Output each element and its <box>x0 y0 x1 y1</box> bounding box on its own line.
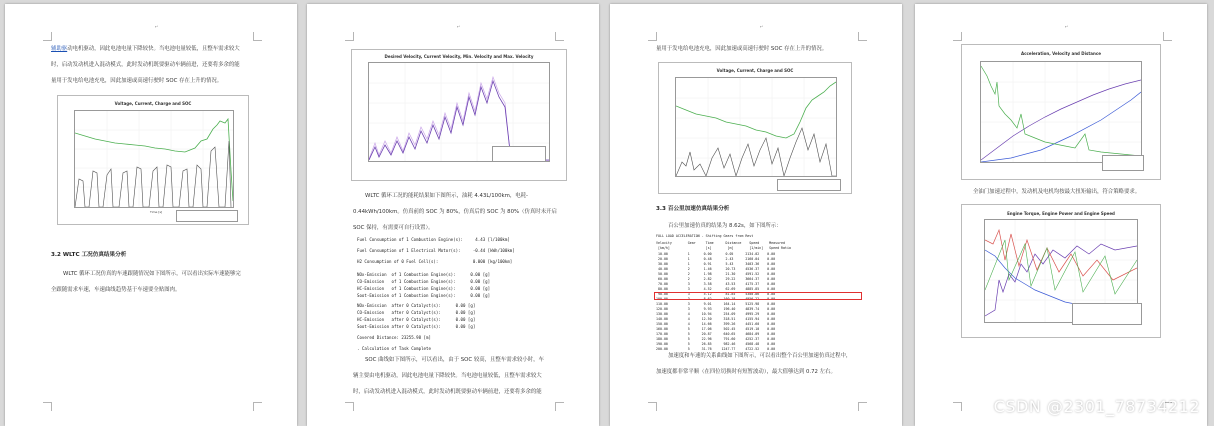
table-title: FULL LOAD ACCELERATION - Shifting Gears from Rest <box>656 234 754 238</box>
code-line: Fuel Consumption of 1 Electrical Motor(s): -0.44 [kWh/100km] <box>357 248 515 253</box>
chart-title: Acceleration, Velocity and Distance <box>1021 51 1101 56</box>
intro-line: 量用于发电给电池充电，因此加速或高速行驶时 SOC 存在上升的情况。 <box>656 46 828 52</box>
table-row: 20.00 1 0.48 2.43 2160.04 0.00 <box>656 257 776 261</box>
voltage-soc-chart <box>57 95 249 225</box>
intro-line-1-text: 动电机驱动，因此电池电量下降较快。当电池电量较低，且整车需求较大 <box>67 46 240 52</box>
acceleration-chart <box>961 44 1161 180</box>
code-line: Soot-Emission after 0 Catalyst(s): 0.00 [g] <box>357 324 476 329</box>
table-header: Velocity Gear Time Distance Speed Measured <box>656 241 786 245</box>
paragraph-mark: ↵ <box>760 24 764 29</box>
accel-line-2: 加速度都非常平顺（在四位切换时有短暂波动），最大值够达到 0.72 左右。 <box>656 369 836 375</box>
acceleration-plot <box>981 62 1141 162</box>
x-axis-label: Time [s] <box>150 210 163 214</box>
table-row: 130.00 4 10.94 254.09 4995.29 0.00 <box>656 312 776 316</box>
code-line: CO-Emission after 0 Catalyst(s): 0.00 [g] <box>357 310 476 315</box>
chart-legend <box>1072 303 1142 325</box>
crop-mark <box>345 402 354 411</box>
chart-title: Desired Velocity, Current Velocity, Min. Velocity and Max. Velocity <box>384 54 534 59</box>
soc-line-1: SOC 曲线如下图所示，可以看出，由于 SOC 较高，且整车需求较小时，车 <box>365 357 544 363</box>
caption-line: 全油门加速过程中，发动机及电机均按最大扭矩输出，符合策略要求。 <box>973 189 1141 195</box>
table-row: 40.00 2 1.46 20.73 4536.37 0.00 <box>656 267 776 271</box>
voltage-soc-chart-2 <box>658 62 852 194</box>
voltage-soc-plot <box>75 111 233 207</box>
paragraph-mark: ↵ <box>155 24 159 29</box>
crop-mark <box>858 402 867 411</box>
soc-line-2: 辆主要由电机驱动，因此电池电量下降较快。当电池电量较低，且整车需求较大 <box>353 373 542 379</box>
energy-line-2: 0.44kWh/100km。仿真前的 SOC 为 80%，仿真后的 SOC 为 80%（仿真时未开启 <box>353 209 557 215</box>
section-heading-3-2: 3.2 WLTC 工况仿真结果分析 <box>51 252 127 258</box>
paragraph-mark: ↵ <box>457 24 461 29</box>
plot-area <box>980 61 1142 163</box>
highlight-box <box>654 292 862 300</box>
body-line-1: WLTC 循环工况仿真的车速跟随情况如下图所示，可以看出实际车速能够完 <box>63 271 241 277</box>
crop-mark <box>953 402 962 411</box>
accel-line-1: 加速度和车速的关系曲线如下图所示，可以看出整个百公里加速仿真过程中， <box>668 353 852 359</box>
chart-title: Engine Torque, Engine Power and Engine Speed <box>1007 211 1115 216</box>
section-heading-text: 3.3 百公里加速仿真结果分析 <box>656 206 730 212</box>
soc-line-3: 时，启动发动机进入混动模式，此时发动机既要驱动车辆前进，还要将多余的能 <box>353 389 542 395</box>
crop-mark <box>43 32 52 41</box>
highlighted-text[interactable]: 辅助驱 <box>51 46 68 52</box>
table-row: 160.00 5 17.06 502.45 4519.10 0.00 <box>656 327 776 331</box>
intro-line-2: 时，启动发动机进入混动模式，此时发动机既要驱动车辆前进，还要将多余的能 <box>51 62 240 68</box>
crop-mark <box>648 402 657 411</box>
code-line: Soot-Emission of 1 Combustion Engine(s): 0.00 [g] <box>357 293 491 298</box>
crop-mark <box>1163 32 1172 41</box>
engine-chart <box>961 204 1161 338</box>
code-line: H2 Consumption of 0 Fuel Cell(s): 0.000 [kg/100km] <box>357 259 513 264</box>
chart-legend <box>1102 155 1144 171</box>
paragraph-mark: ↵ <box>1065 24 1069 29</box>
velocity-chart <box>351 49 567 181</box>
table-row: 90.00 3 5.12 81.85 5300.86 0.00 <box>656 292 776 296</box>
code-line: . Calculation of Task Complete <box>357 346 431 351</box>
table-row: 10.00 1 0.00 0.05 2134.02 0.00 <box>656 252 776 256</box>
table-row: 190.00 5 26.85 982.46 4568.48 0.00 <box>656 342 776 346</box>
table-row: 170.00 5 20.87 640.65 4684.09 0.00 <box>656 332 776 336</box>
table-row: 150.00 4 14.66 399.26 4451.60 0.00 <box>656 322 776 326</box>
table-row: 110.00 3 9.01 164.14 5125.98 0.00 <box>656 302 776 306</box>
crop-mark <box>43 402 52 411</box>
table-row: 120.00 3 9.93 196.40 4839.74 0.00 <box>656 307 776 311</box>
energy-line-1: WLTC 循环工况的能耗结果如下图所示，油耗 4.43L/100km，电耗- <box>365 193 528 199</box>
table-row: 80.00 3 4.52 62.69 4885.85 0.00 <box>656 287 776 291</box>
table-row: 100.00 3 8.62 160.18 4956.22 0.00 <box>656 297 776 301</box>
document-page-3 <box>610 4 902 426</box>
code-line: HC-Emission after 0 Catalyst(s): 0.00 [g] <box>357 317 476 322</box>
plot-area <box>74 110 234 208</box>
energy-line-3: SOC 保持，有需要可自行设置）。 <box>353 225 434 231</box>
result-line: 百公里加速仿真的结果为 8.62s，如下图所示： <box>668 223 782 229</box>
document-page-2 <box>307 4 599 426</box>
table-row: 60.00 2 2.82 29.22 3664.37 0.00 <box>656 277 776 281</box>
crop-mark <box>858 32 867 41</box>
code-line: HC-Emission of 1 Combustion Engine(s): 0.00 [g] <box>357 286 491 291</box>
table-header: [km/h] [s] [m] [1/min] Speed Ratio <box>656 246 791 250</box>
table-row: 30.00 1 0.91 5.43 3403.36 0.00 <box>656 262 776 266</box>
code-line: NOx-Emission after 0 Catalyst(s): 0.00 [g] <box>357 303 476 308</box>
csdn-watermark: CSDN @2301_78734212 <box>993 397 1200 416</box>
code-line: Fuel Consumption of 1 Combustion Engine(s): 4.43 [l/100km] <box>357 237 510 242</box>
chart-title: Voltage, Current, Charge and SOC <box>716 68 794 73</box>
code-line: CO-Emission of 1 Combustion Engine(s): 0.00 [g] <box>357 279 491 284</box>
crop-mark <box>648 32 657 41</box>
intro-line-3: 量用于发电给电池充电，因此加速或高速行驶时 SOC 存在上升的情况。 <box>51 78 223 84</box>
voltage-soc-plot-2 <box>676 78 836 176</box>
table-row: 180.00 5 22.96 791.60 4252.37 0.00 <box>656 337 776 341</box>
crop-mark <box>345 32 354 41</box>
intro-line-1 <box>51 41 240 57</box>
table-row: 70.00 3 3.58 43.53 4175.37 0.00 <box>656 282 776 286</box>
chart-legend <box>176 210 238 222</box>
chart-title: Voltage, Current, Charge and SOC <box>114 101 192 106</box>
crop-mark <box>555 32 564 41</box>
crop-mark <box>555 402 564 411</box>
crop-mark <box>253 402 262 411</box>
code-line: NOx-Emission of 1 Combustion Engine(s): 0.00 [g] <box>357 272 491 277</box>
document-page-4 <box>915 4 1207 426</box>
body-line-2: 全跟随需求车速，车速曲线趋势基于车速要全贴图肉。 <box>51 287 181 293</box>
table-row: 200.00 5 31.76 1247.77 4722.52 0.00 <box>656 347 776 351</box>
section-heading-3-3 <box>656 204 729 212</box>
crop-mark <box>953 32 962 41</box>
chart-legend <box>777 179 841 191</box>
chart-legend <box>492 146 546 162</box>
crop-mark <box>253 32 262 41</box>
code-line: Covered Distance: 23255.98 [m] <box>357 335 431 340</box>
plot-area <box>675 77 837 177</box>
table-row: 50.00 2 1.98 21.30 4591.52 0.00 <box>656 272 776 276</box>
document-page-1 <box>5 4 297 426</box>
table-row: 140.00 4 12.50 318.51 4155.94 0.00 <box>656 317 776 321</box>
